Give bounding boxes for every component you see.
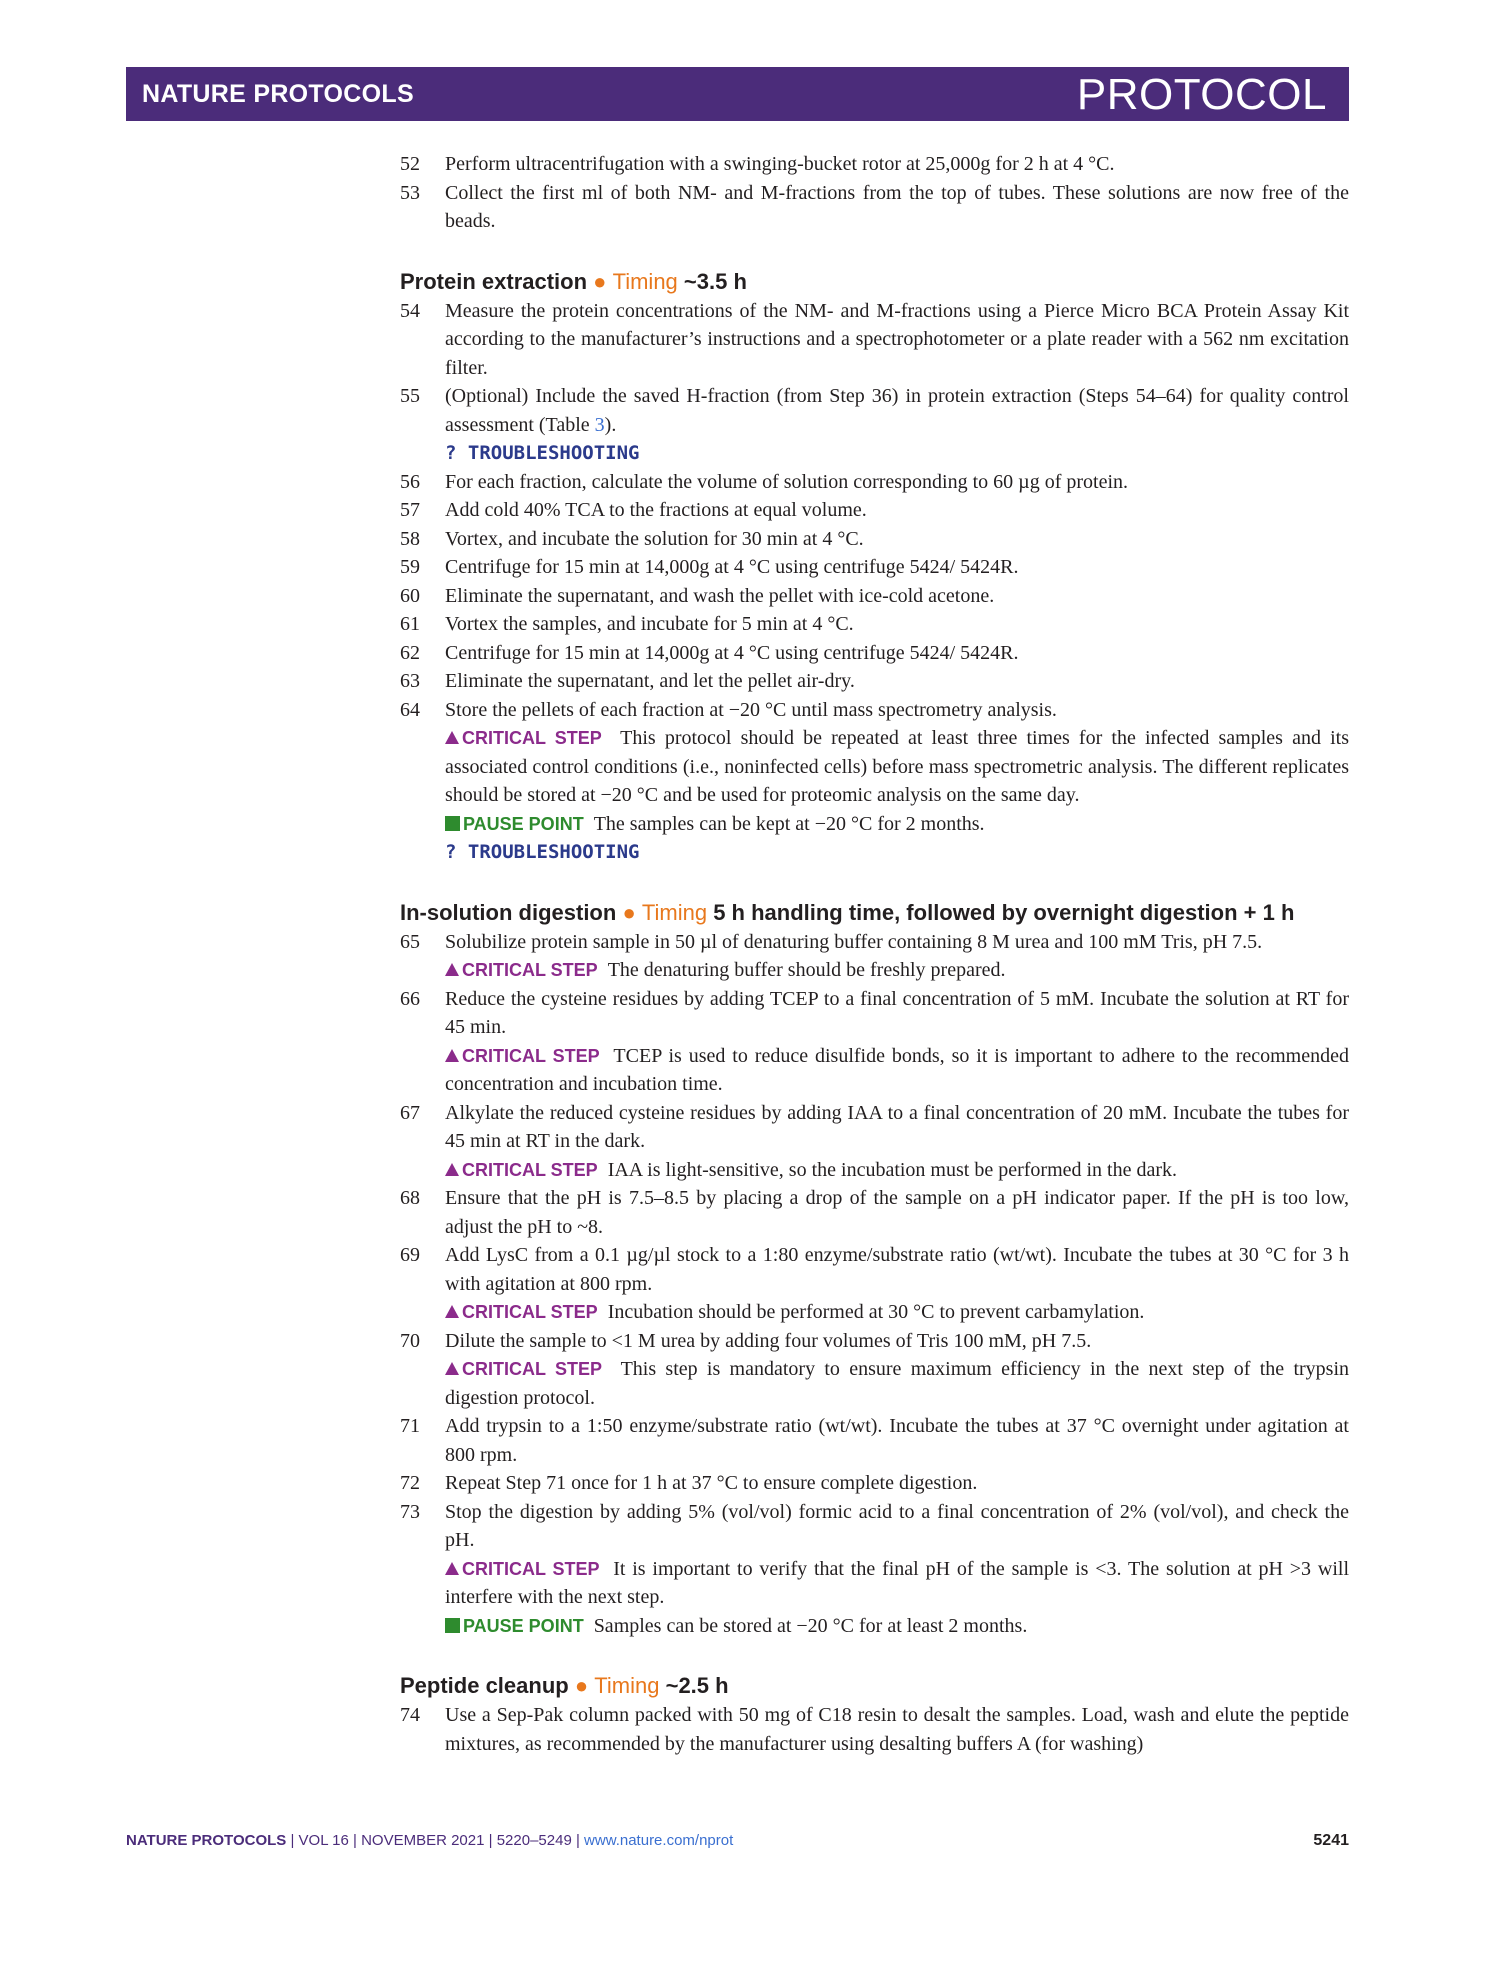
step-57 bbox=[400, 496, 1349, 525]
step-number: 65 bbox=[400, 930, 420, 953]
timing-value: 5 h handling time, followed by overnight digestion + 1 h bbox=[713, 899, 1295, 925]
critical-step-label: CRITICAL STEP bbox=[462, 1359, 602, 1379]
step-text: Repeat Step 71 once for 1 h at 37 °C to ensure complete digestion. bbox=[445, 1472, 978, 1494]
step-text: For each fraction, calculate the volume of solution corresponding to 60 µg of protein. bbox=[445, 470, 1128, 493]
step-67 bbox=[400, 1099, 1349, 1185]
timing-value: ~2.5 h bbox=[665, 1673, 729, 1698]
critical-step-label: CRITICAL STEP bbox=[462, 1558, 600, 1579]
step-54 bbox=[400, 297, 1349, 383]
step-number: 64 bbox=[400, 698, 420, 721]
step-text: Centrifuge for 15 min at 14,000g at 4 °C using centrifuge 5424/ 5424R. bbox=[445, 641, 1019, 664]
step-text: Eliminate the supernatant, and let the pellet air-dry. bbox=[445, 670, 855, 692]
step-61 bbox=[400, 610, 1349, 639]
step-64 bbox=[400, 696, 1349, 867]
step-text: Reduce the cysteine residues by adding TCEP to a final concentration of 5 mM. Incubate the solution at RT for 45 min. bbox=[445, 987, 1349, 1038]
step-text: Solubilize protein sample in 50 µl of denaturing buffer containing 8 M urea and 100 mM Tris, pH 7.5. bbox=[445, 930, 1263, 953]
step-number: 53 bbox=[400, 181, 420, 204]
step-72 bbox=[400, 1469, 1349, 1498]
step-text-end: ). bbox=[604, 413, 617, 436]
section-title: Peptide cleanup bbox=[400, 1673, 569, 1698]
footer-volume: VOL 16 bbox=[298, 1832, 349, 1849]
step-text: Store the pellets of each fraction at −20 °C until mass spectrometry analysis. bbox=[445, 698, 1057, 721]
step-58 bbox=[400, 525, 1349, 554]
step-63 bbox=[400, 667, 1349, 696]
timing-dot-icon: ● bbox=[593, 268, 607, 294]
step-text: Add trypsin to a 1:50 enzyme/substrate ratio (wt/wt). Incubate the tubes at 37 °C overnight under agitation at 800 rpm. bbox=[445, 1415, 1349, 1466]
critical-step-text: The denaturing buffer should be freshly prepared. bbox=[607, 959, 1006, 981]
step-text: Perform ultracentrifugation with a swinging-bucket rotor at 25,000g for 2 h at 4 °C. bbox=[445, 153, 1115, 175]
step-text: Measure the protein concentrations of the NM- and M-fractions using a Pierce Micro BCA Protein Assay Kit according to the manufacturer’s instructions and a spectrophotometer or a plate reader with a 562 nm excitation filter. bbox=[445, 299, 1349, 379]
step-number: 66 bbox=[400, 987, 420, 1010]
step-text: Eliminate the supernatant, and wash the pellet with ice-cold acetone. bbox=[445, 584, 995, 607]
critical-step-label: CRITICAL STEP bbox=[462, 1045, 600, 1066]
pause-point-note bbox=[445, 1612, 1349, 1641]
step-53 bbox=[400, 179, 1349, 236]
section-heading-peptide-cleanup bbox=[400, 1671, 1349, 1701]
critical-step-text: It is important to verify that the final pH of the sample is <3. The solution at pH >3 will interfere with the next step. bbox=[445, 1557, 1349, 1608]
step-number: 74 bbox=[400, 1704, 420, 1726]
step-number: 61 bbox=[400, 613, 420, 635]
step-number: 54 bbox=[400, 299, 420, 322]
step-number: 57 bbox=[400, 499, 420, 521]
timing-label: Timing bbox=[594, 1673, 660, 1698]
step-text: Use a Sep-Pak column packed with 50 mg of C18 resin to desalt the samples. Load, wash and elute the peptide mixtures, as recommended by the manufacturer using desalting buffers A (for washing) bbox=[445, 1704, 1349, 1755]
critical-step-note bbox=[445, 1355, 1349, 1412]
page-footer: NATURE PROTOCOLS | VOL 16 | NOVEMBER 2021 | 5220–5249 | www.nature.com/nprot 5241 bbox=[126, 1832, 1349, 1849]
pause-point-label: PAUSE POINT bbox=[463, 813, 584, 834]
footer-date: NOVEMBER 2021 bbox=[361, 1832, 485, 1849]
step-text: Add LysC from a 0.1 µg/µl stock to a 1:80 enzyme/substrate ratio (wt/wt). Incubate the tubes at 30 °C for 3 h with agitation at 800 rpm. bbox=[445, 1244, 1349, 1295]
step-68 bbox=[400, 1184, 1349, 1241]
critical-step-label: CRITICAL STEP bbox=[462, 1159, 598, 1180]
step-number: 71 bbox=[400, 1415, 420, 1437]
timing-value: ~3.5 h bbox=[683, 268, 747, 294]
step-number: 52 bbox=[400, 153, 420, 175]
pause-point-text: The samples can be kept at −20 °C for 2 months. bbox=[593, 812, 985, 835]
timing-dot-icon: ● bbox=[622, 899, 636, 925]
critical-step-note bbox=[445, 1555, 1349, 1612]
step-56 bbox=[400, 468, 1349, 497]
step-text: Add cold 40% TCA to the fractions at equal volume. bbox=[445, 499, 867, 521]
pause-point-note bbox=[445, 810, 1349, 839]
critical-step-label: CRITICAL STEP bbox=[462, 960, 598, 980]
article-type: PROTOCOL bbox=[1076, 70, 1327, 119]
section-heading-protein-extraction bbox=[400, 267, 1349, 297]
step-number: 59 bbox=[400, 556, 420, 578]
step-text: Collect the first ml of both NM- and M-fractions from the top of tubes. These solutions are now free of the beads. bbox=[445, 181, 1349, 232]
step-text: Vortex, and incubate the solution for 30 min at 4 °C. bbox=[445, 527, 864, 550]
step-60 bbox=[400, 582, 1349, 611]
step-number: 70 bbox=[400, 1329, 420, 1352]
pause-point-text: Samples can be stored at −20 °C for at least 2 months. bbox=[593, 1614, 1028, 1637]
critical-step-text: Incubation should be performed at 30 °C to prevent carbamylation. bbox=[607, 1301, 1145, 1323]
critical-step-text: TCEP is used to reduce disulfide bonds, so it is important to adhere to the recommended concentration and incubation time. bbox=[445, 1044, 1349, 1095]
troubleshooting-link[interactable]: ? TROUBLESHOOTING bbox=[445, 442, 640, 464]
section-heading-digestion bbox=[400, 898, 1349, 928]
step-59 bbox=[400, 553, 1349, 582]
step-number: 55 bbox=[400, 385, 420, 407]
journal-name: NATURE PROTOCOLS bbox=[142, 80, 414, 108]
critical-step-text: IAA is light-sensitive, so the incubation must be performed in the dark. bbox=[607, 1158, 1178, 1181]
step-text: (Optional) Include the saved H-fraction (from Step 36) in protein extraction (Steps 54–64) for quality control assessment (Table bbox=[445, 385, 1349, 436]
critical-step-label: CRITICAL STEP bbox=[462, 1302, 598, 1322]
step-number: 67 bbox=[400, 1101, 420, 1124]
step-text: Ensure that the pH is 7.5–8.5 by placing a drop of the sample on a pH indicator paper. If the pH is too low, adjust the pH to ~8. bbox=[445, 1187, 1349, 1238]
critical-triangle-icon bbox=[445, 1562, 459, 1575]
step-number: 73 bbox=[400, 1500, 420, 1523]
step-65 bbox=[400, 928, 1349, 985]
step-number: 69 bbox=[400, 1244, 420, 1266]
pause-square-icon bbox=[445, 1618, 460, 1633]
critical-step-note bbox=[445, 1298, 1349, 1327]
step-number: 62 bbox=[400, 641, 420, 664]
critical-triangle-icon bbox=[445, 1362, 459, 1375]
timing-dot-icon: ● bbox=[574, 1673, 589, 1698]
troubleshooting-link[interactable]: ? TROUBLESHOOTING bbox=[445, 841, 640, 863]
step-text: Stop the digestion by adding 5% (vol/vol) formic acid to a final concentration of 2% (vol/vol), and check the pH. bbox=[445, 1500, 1349, 1551]
step-number: 63 bbox=[400, 670, 420, 692]
step-text: Alkylate the reduced cysteine residues by adding IAA to a final concentration of 20 mM. Incubate the tubes for 45 min at RT in the dark. bbox=[445, 1101, 1349, 1152]
critical-step-text: This step is mandatory to ensure maximum efficiency in the next step of the trypsin digestion protocol. bbox=[445, 1358, 1349, 1409]
critical-step-note bbox=[445, 1042, 1349, 1099]
footer-pages: 5220–5249 bbox=[496, 1832, 572, 1849]
step-number: 68 bbox=[400, 1187, 420, 1209]
footer-url-link[interactable]: www.nature.com/nprot bbox=[584, 1832, 734, 1849]
page-number: 5241 bbox=[1313, 1832, 1349, 1849]
step-70 bbox=[400, 1327, 1349, 1413]
protocol-body bbox=[400, 150, 1349, 1758]
step-66 bbox=[400, 985, 1349, 1099]
footer-journal: NATURE PROTOCOLS bbox=[126, 1832, 287, 1849]
table-3-link[interactable]: 3 bbox=[594, 413, 605, 436]
journal-header bbox=[126, 67, 1349, 121]
step-text: Centrifuge for 15 min at 14,000g at 4 °C using centrifuge 5424/ 5424R. bbox=[445, 556, 1019, 578]
pause-square-icon bbox=[445, 816, 460, 831]
step-52 bbox=[400, 150, 1349, 179]
step-text: Vortex the samples, and incubate for 5 min at 4 °C. bbox=[445, 613, 854, 635]
step-number: 58 bbox=[400, 527, 420, 550]
step-number: 60 bbox=[400, 584, 420, 607]
critical-triangle-icon bbox=[445, 1049, 459, 1062]
critical-step-text: This protocol should be repeated at least three times for the infected samples and its associated control conditions (i.e., noninfected cells) before mass spectrometric analysis. The different replicates should be stored at −20 °C and be used for proteomic analysis on the same day. bbox=[445, 727, 1350, 806]
step-74 bbox=[400, 1701, 1349, 1758]
step-71 bbox=[400, 1412, 1349, 1469]
critical-triangle-icon bbox=[445, 1305, 459, 1318]
step-73 bbox=[400, 1498, 1349, 1641]
critical-triangle-icon bbox=[445, 963, 459, 976]
timing-label: Timing bbox=[612, 268, 678, 294]
step-62 bbox=[400, 639, 1349, 668]
step-69 bbox=[400, 1241, 1349, 1327]
timing-label: Timing bbox=[641, 899, 708, 925]
critical-step-label: CRITICAL STEP bbox=[462, 728, 602, 748]
step-text: Dilute the sample to <1 M urea by adding four volumes of Tris 100 mM, pH 7.5. bbox=[445, 1329, 1092, 1352]
step-number: 56 bbox=[400, 470, 420, 493]
step-number: 72 bbox=[400, 1472, 420, 1494]
pause-point-label: PAUSE POINT bbox=[463, 1615, 584, 1636]
section-title: In-solution digestion bbox=[400, 899, 617, 925]
critical-triangle-icon bbox=[445, 731, 459, 744]
critical-step-note bbox=[445, 956, 1349, 985]
critical-triangle-icon bbox=[445, 1163, 459, 1176]
critical-step-note bbox=[445, 1156, 1349, 1185]
section-title: Protein extraction bbox=[400, 268, 588, 294]
step-55 bbox=[400, 382, 1349, 468]
critical-step-note bbox=[445, 724, 1349, 810]
